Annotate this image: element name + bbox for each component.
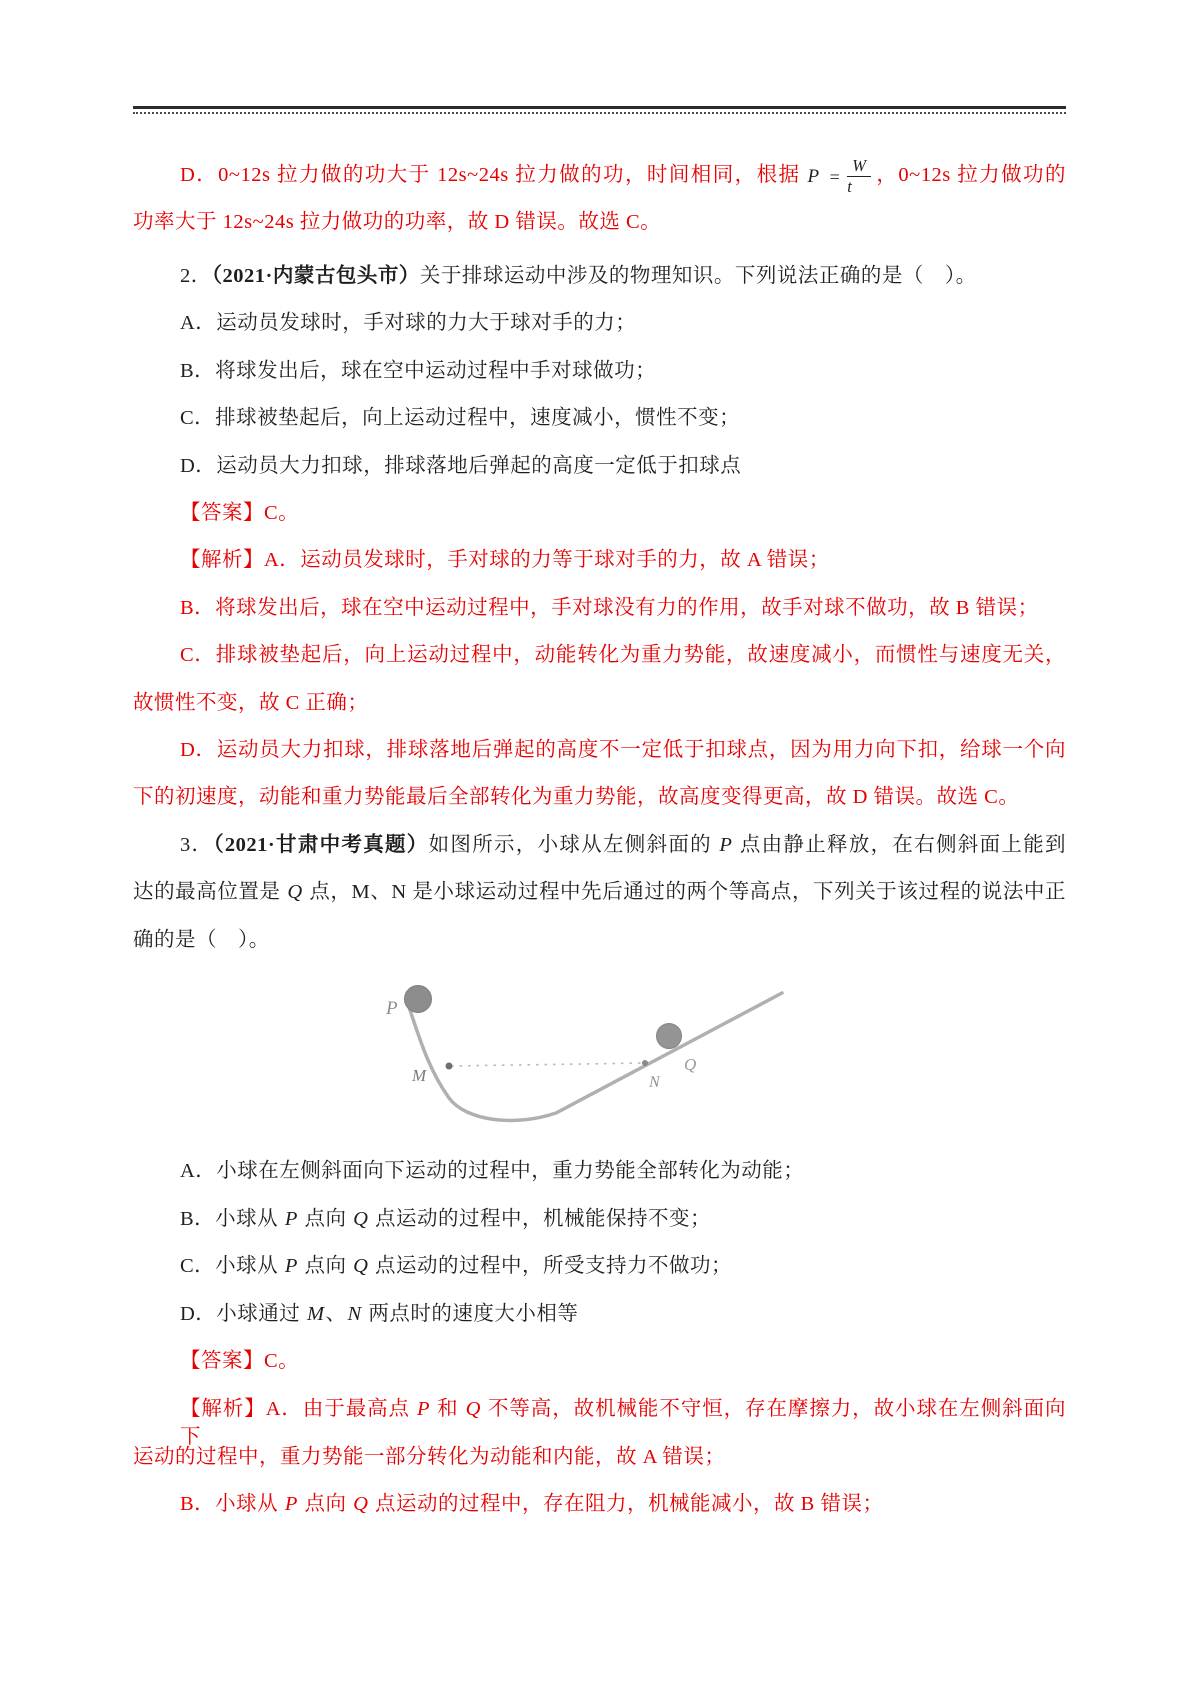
equals-sign: = — [829, 166, 841, 187]
text-run: 2． — [180, 265, 212, 287]
source-tag: （2021·甘肃中考真题） — [213, 834, 429, 856]
q2-analysis-d-line2 — [133, 783, 1066, 811]
text-run: C．排球被垫起后，向上运动过程中，动能转化为重力势能，故速度减小，而惯性与速度无关， — [180, 644, 1066, 666]
q3-option-b — [133, 1205, 1066, 1233]
label-m: M — [412, 1066, 427, 1085]
text-run: B．将球发出后，球在空中运动过程中，手对球没有力的作用，故手对球不做功，故 B 错误； — [180, 597, 1039, 619]
text-run: 运动的过程中，重力势能一部分转化为动能和内能，故 A 错误； — [133, 1446, 726, 1468]
text-run: 点由静止释放，在右侧斜面上能到 — [733, 834, 1066, 856]
text-run: 点运动的过程中，机械能保持不变； — [369, 1208, 712, 1230]
ball-at-q — [657, 1024, 682, 1049]
variable: Q — [287, 881, 303, 903]
text-run: 下的初速度，动能和重力势能最后全部转化为重力势能，故高度变得更高，故 D 错误。故选 C。 — [133, 786, 1020, 808]
label-p: P — [386, 998, 398, 1019]
text-run: B．小球从 — [180, 1208, 284, 1230]
variable: P — [284, 1493, 298, 1515]
q2-option-c — [133, 404, 1066, 432]
q3-option-d — [133, 1300, 1066, 1328]
text-run: 点向 — [298, 1255, 353, 1277]
label-n: N — [649, 1074, 660, 1091]
text-run: 【答案】C。 — [180, 1350, 300, 1372]
q3-analysis-a-line2 — [133, 1443, 1066, 1471]
variable: P — [284, 1255, 298, 1277]
text-run: C．排球被垫起后，向上运动过程中，速度减小，惯性不变； — [180, 407, 741, 429]
variable: Q — [465, 1398, 481, 1420]
q3-answer — [133, 1347, 1066, 1375]
q2-option-b — [133, 357, 1066, 385]
q3-stem-line2 — [133, 878, 1066, 906]
q3-option-c — [133, 1252, 1066, 1280]
text-run: C．小球从 — [180, 1255, 284, 1277]
text-run: 3． — [180, 834, 214, 856]
text-run: 如图所示，小球从左侧斜面的 — [428, 834, 719, 856]
text-run: B．小球从 — [180, 1493, 284, 1515]
label-q: Q — [684, 1055, 697, 1074]
text-run: 关于排球运动中涉及的物理知识。下列说法正确的是（ ）。 — [419, 265, 977, 287]
q3-analysis-b — [133, 1490, 1066, 1518]
q2-stem — [133, 262, 1066, 290]
text-run: 达的最高位置是 — [133, 881, 287, 903]
point-m-dot — [446, 1063, 453, 1070]
text-run: 故惯性不变，故 C 正确； — [133, 692, 369, 714]
ball-at-p — [405, 986, 432, 1013]
q2-analysis-b — [133, 594, 1066, 622]
variable: N — [347, 1303, 362, 1325]
q2-analysis-a — [133, 546, 1066, 574]
text-run: D．小球通过 — [180, 1303, 306, 1325]
text-run: D．运动员大力扣球，排球落地后弹起的高度一定低于扣球点 — [180, 455, 742, 477]
ramp-path — [409, 993, 782, 1120]
variable: Q — [353, 1493, 369, 1515]
variable: P — [719, 834, 733, 856]
formula-lhs: P — [807, 165, 820, 187]
text-run: 和 — [431, 1398, 465, 1420]
text-run: 点，M、N 是小球运动过程中先后通过的两个等高点，下列关于该过程的说法中正 — [303, 881, 1066, 903]
text-run: 点运动的过程中，存在阻力，机械能减小，故 B 错误； — [369, 1493, 884, 1515]
fraction — [847, 157, 871, 196]
text-run: 确的是（ ）。 — [133, 929, 270, 951]
text-run: ，0~12s 拉力做功的 — [875, 164, 1066, 187]
q3-figure — [360, 945, 820, 1160]
text-run: 点向 — [298, 1208, 353, 1230]
text-run: A．小球在左侧斜面向下运动的过程中，重力势能全部转化为动能； — [180, 1160, 805, 1182]
text-run: D．运动员大力扣球，排球落地后弹起的高度不一定低于扣球点，因为用力向下扣，给球一个向 — [180, 739, 1066, 761]
text-run: 【答案】C。 — [180, 502, 300, 524]
text-run: 功率大于 12s~24s 拉力做功的功率，故 D 错误。故选 C。 — [133, 211, 662, 233]
q2-analysis-c-line1 — [133, 641, 1066, 669]
text-run: 不等高，故机械能不守恒，存在摩擦力，故小球在左侧斜面向下 — [180, 1398, 1067, 1448]
fraction-denominator: t — [847, 177, 853, 196]
q2-answer — [133, 499, 1066, 527]
q3-option-a — [133, 1157, 1066, 1185]
q2-option-a — [133, 309, 1066, 337]
text-run: 点向 — [298, 1493, 353, 1515]
text-run: 点运动的过程中，所受支持力不做功； — [369, 1255, 733, 1277]
text-run: 两点时的速度大小相等 — [362, 1303, 579, 1325]
variable: P — [284, 1208, 298, 1230]
text-run: 、 — [325, 1303, 347, 1325]
variable: Q — [353, 1255, 369, 1277]
point-n-dot — [642, 1060, 648, 1066]
q3-stem-line1 — [133, 831, 1066, 859]
variable: Q — [353, 1208, 369, 1230]
q2-analysis-d-line1 — [133, 736, 1066, 764]
source-tag: （2021·内蒙古包头市） — [211, 265, 420, 287]
text-run: 【解析】A．由于最高点 — [180, 1398, 417, 1420]
text-run: B．将球发出后，球在空中运动过程中手对球做功； — [180, 360, 657, 382]
q2-option-d — [133, 452, 1066, 480]
variable: P — [417, 1398, 431, 1420]
fraction-numerator: W — [847, 157, 871, 177]
q1-analysis-d-line1 — [133, 157, 1066, 196]
power-formula — [804, 157, 871, 196]
equal-height-dashed-line — [451, 1063, 646, 1066]
document-lines — [133, 0, 1066, 1698]
q1-analysis-d-line2 — [133, 208, 1066, 236]
text-run: D．0~12s 拉力做的功大于 12s~24s 拉力做的功，时间相同，根据 — [180, 164, 801, 187]
text-run: A．运动员发球时，手对球的力大于球对手的力； — [180, 312, 637, 334]
variable: M — [306, 1303, 325, 1325]
text-run: 【解析】A．运动员发球时，手对球的力等于球对手的力，故 A 错误； — [180, 549, 830, 571]
q2-analysis-c-line2 — [133, 689, 1066, 717]
